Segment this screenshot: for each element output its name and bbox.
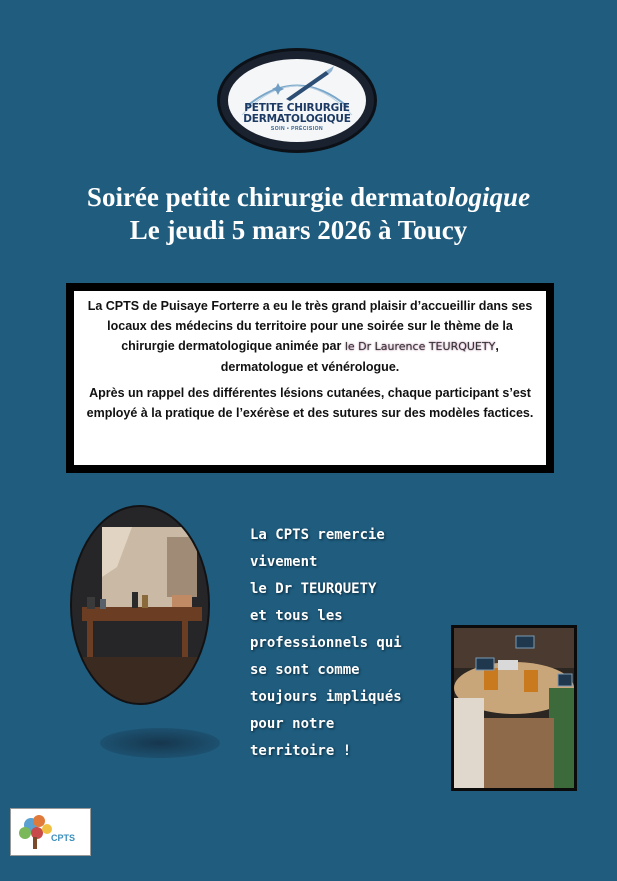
description-paragraph-2: Après un rappel des différentes lésions cutanées, chaque participant s’est employé à la pratique de l’exérèse et des sutures sur des modèles factices.: [86, 386, 534, 420]
logo-title-line1: PETITE CHIRURGIE: [244, 102, 350, 114]
thanks-line: se sont comme: [250, 662, 360, 678]
thanks-line: le Dr TEURQUETY: [250, 581, 377, 597]
workshop-photo: [451, 625, 577, 791]
description-box: [66, 283, 554, 473]
thanks-line: toujours impliqués: [250, 689, 402, 705]
description-paragraph-1: [86, 296, 534, 377]
thanks-message: [250, 522, 450, 765]
page-title-line2: Le jeudi 5 mars 2026 à Toucy: [129, 215, 468, 245]
event-logo: [217, 48, 377, 153]
cpts-logo-text: CPTS: [51, 833, 76, 843]
room-photo: [70, 505, 210, 705]
title-italic: logique: [447, 182, 531, 212]
thanks-line: territoire !: [250, 743, 352, 759]
photo-shadow: [100, 728, 220, 758]
cpts-logo: [10, 808, 91, 856]
title-main: Soirée petite chirurgie dermato: [86, 182, 448, 212]
p1-outro: , dermatologue et vénérologue.: [220, 339, 499, 374]
thanks-line: et tous les: [250, 608, 343, 624]
doctor-name: le Dr Laurence TEURQUETY: [344, 340, 496, 353]
logo-title-line2: DERMATOLOGIQUE: [243, 113, 351, 125]
thanks-line: vivement: [250, 554, 318, 570]
thanks-line: pour notre: [250, 716, 335, 732]
p1-intro: La CPTS de Puisaye Forterre a eu le très grand plaisir d’accueillir dans ses locaux des médecins du territoire pour une soirée sur le thème de la chirurgie dermatologique animée par: [87, 299, 533, 353]
thanks-line: professionnels qui: [250, 635, 402, 651]
page-title-line1: [0, 182, 617, 213]
logo-tagline: SOIN • PRÉCISION: [270, 126, 324, 132]
thanks-line: La CPTS remercie: [250, 527, 385, 543]
